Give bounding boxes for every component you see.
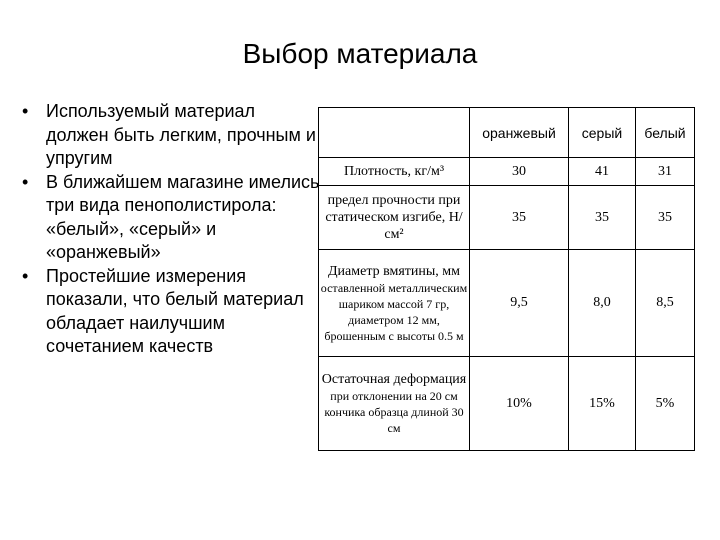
table-cell: 31 bbox=[636, 158, 695, 186]
table-cell: 5% bbox=[636, 357, 695, 451]
column-header-gray: серый bbox=[569, 108, 636, 158]
column-header-orange: оранжевый bbox=[470, 108, 569, 158]
table-row bbox=[319, 250, 695, 357]
table-row bbox=[319, 186, 695, 250]
table-cell: 8,5 bbox=[636, 250, 695, 357]
bullet-text: Простейшие измерения показали, что белый материал обладает наилучшим сочетанием качеств bbox=[46, 265, 304, 356]
slide-title: Выбор материала bbox=[242, 38, 478, 69]
bullet-mark: • bbox=[22, 101, 29, 121]
materials-table bbox=[318, 107, 695, 451]
bullet-item bbox=[20, 171, 320, 265]
table-cell: 35 bbox=[470, 186, 569, 250]
bullet-item bbox=[20, 265, 320, 359]
table-cell: 30 bbox=[470, 158, 569, 186]
table-cell: 35 bbox=[636, 186, 695, 250]
table-cell: 9,5 bbox=[470, 250, 569, 357]
bullet-item bbox=[20, 100, 320, 171]
table-cell: 35 bbox=[569, 186, 636, 250]
table-row bbox=[319, 158, 695, 186]
row-label-main: Диаметр вмятины, мм bbox=[327, 263, 460, 279]
table-cell: 8,0 bbox=[569, 250, 636, 357]
bullet-mark: • bbox=[22, 171, 29, 192]
bullet-list bbox=[20, 100, 320, 359]
table-corner-cell bbox=[319, 108, 470, 158]
bullet-text: В ближайшем магазине имелись три вида пенополистирола: «белый», «серый» и «оранжевый» bbox=[46, 171, 320, 262]
row-label-detail: оставленной металлическим шариком массой 7 гр, диаметром 12 мм, брошенным с высоты 0.5 м bbox=[320, 280, 468, 343]
row-label-main: предел прочности при статическом изгибе, Н/см² bbox=[325, 193, 463, 242]
bullet-mark: • bbox=[22, 265, 29, 286]
table-cell: 15% bbox=[569, 357, 636, 451]
table-header-row bbox=[319, 108, 695, 158]
table-cell: 41 bbox=[569, 158, 636, 186]
row-label-detail: при отклонении на 20 см кончика образца длиной 30 см bbox=[324, 389, 464, 435]
table-row bbox=[319, 357, 695, 451]
row-label-main: Плотность, кг/м³ bbox=[343, 164, 445, 179]
table-cell: 10% bbox=[470, 357, 569, 451]
column-header-white: белый bbox=[636, 108, 695, 158]
row-label-deformation bbox=[319, 357, 470, 451]
row-label-main: Остаточная деформация bbox=[321, 372, 467, 387]
row-label-density bbox=[319, 158, 470, 186]
bullet-text: Используемый материал должен быть легким, прочным и упругим bbox=[46, 101, 316, 168]
row-label-dent bbox=[319, 250, 470, 357]
row-label-strength bbox=[319, 186, 470, 250]
